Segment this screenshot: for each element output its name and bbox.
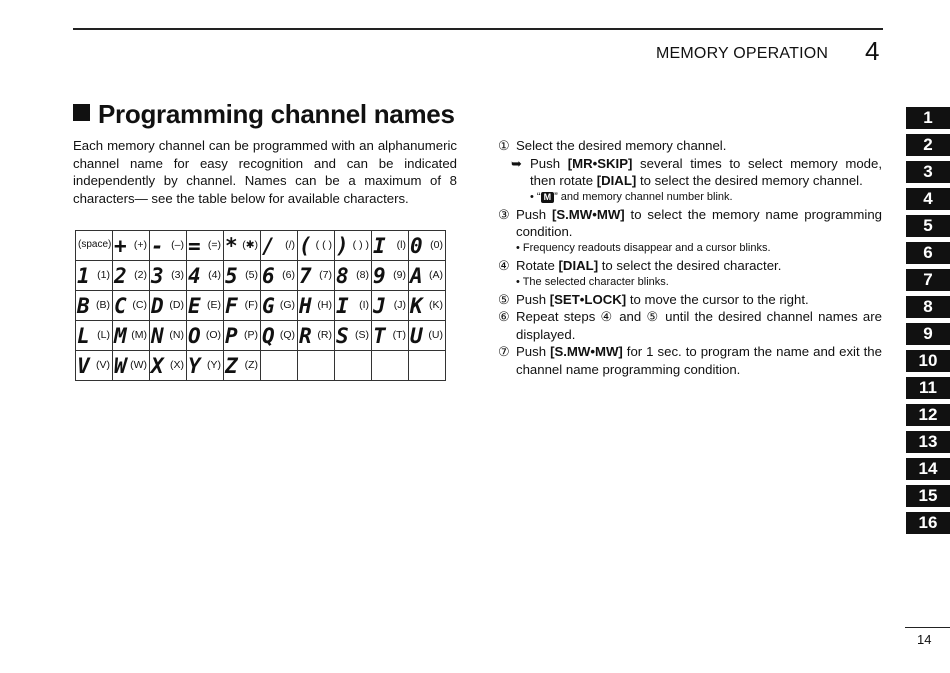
step-number: ①: [498, 138, 510, 153]
text: to move the cursor to the right.: [626, 291, 809, 307]
char-cell: [113, 321, 150, 351]
step-3: [498, 206, 882, 241]
char-cell-content: [298, 291, 334, 320]
char-glyph: L: [77, 324, 89, 348]
char-glyph: 5: [225, 264, 237, 288]
char-glyph: A: [410, 264, 422, 288]
char-cell-content: [76, 321, 112, 350]
memory-badge-icon: M: [541, 192, 555, 203]
char-cell: [261, 231, 298, 261]
chapter-tab-10[interactable]: 10: [906, 350, 950, 372]
char-cell: [187, 231, 224, 261]
char-label: (D): [169, 299, 184, 311]
step-4: [498, 257, 882, 275]
char-label: (+): [133, 239, 147, 251]
char-cell-content: [335, 291, 371, 320]
char-cell-content: [298, 231, 334, 260]
char-cell: [113, 351, 150, 381]
char-cell-content: [224, 291, 260, 320]
chapter-tab-13[interactable]: 13: [906, 431, 950, 453]
step-text: Select the desired memory channel.: [516, 138, 727, 153]
char-cell: [150, 231, 187, 261]
char-cell: [372, 261, 409, 291]
char-label: (Q): [279, 329, 295, 341]
header-rule: [73, 28, 883, 30]
key-label: [DIAL]: [558, 257, 599, 273]
char-glyph: I: [336, 294, 348, 318]
char-glyph: *: [225, 234, 237, 258]
char-cell: [224, 351, 261, 381]
char-cell: [261, 321, 298, 351]
text: to select the desired character.: [598, 257, 782, 273]
step-1-substep: [498, 155, 882, 190]
char-cell: [187, 291, 224, 321]
char-cell-content: [150, 291, 186, 320]
chapter-tab-2[interactable]: 2: [906, 134, 950, 156]
char-cell: [261, 261, 298, 291]
char-glyph: -: [151, 234, 163, 258]
chapter-tab-14[interactable]: 14: [906, 458, 950, 480]
char-cell-content: [298, 321, 334, 350]
char-cell: [409, 351, 446, 381]
char-cell-content: [150, 261, 186, 290]
chapter-tab-4[interactable]: 4: [906, 188, 950, 210]
char-label: (1): [97, 269, 110, 281]
char-label: (L): [97, 329, 110, 341]
char-cell-content: [261, 351, 297, 380]
square-bullet-icon: [73, 104, 90, 121]
char-label: (U): [428, 329, 443, 341]
text: to select the memory name programming condition.: [516, 206, 882, 240]
char-glyph: Y: [188, 354, 200, 378]
char-cell: [335, 321, 372, 351]
char-table-row: [76, 321, 446, 351]
char-cell-content: [261, 321, 297, 350]
intro-paragraph: Each memory channel can be programmed with an alphanumeric channel name for easy recognition and can be indicated independently by channel. Names can be a maximum of 8 characters— see the table below for available characters.: [73, 138, 457, 207]
key-label: [SET•LOCK]: [549, 291, 627, 307]
char-cell: [298, 261, 335, 291]
char-cell: [76, 231, 113, 261]
text: Push: [516, 344, 551, 360]
step-number: ③: [498, 206, 510, 222]
step-number: ⑤: [498, 291, 510, 307]
char-label: (3): [171, 269, 184, 281]
step-number: ④: [498, 257, 510, 273]
step-1: [498, 137, 882, 155]
char-cell-content: [335, 351, 371, 380]
char-cell: [76, 261, 113, 291]
text: Push: [530, 155, 568, 171]
key-label: [MR•SKIP]: [567, 155, 633, 171]
char-glyph: =: [188, 234, 200, 258]
char-glyph: G: [262, 294, 274, 318]
chapter-tab-15[interactable]: 15: [906, 485, 950, 507]
char-cell-content: [409, 291, 445, 320]
char-cell-content: [113, 231, 149, 260]
step-text: Repeat steps ④ and ⑤ until the desired channel names are displayed.: [516, 309, 882, 342]
char-cell: [372, 321, 409, 351]
chapter-title: MEMORY OPERATION: [656, 45, 829, 62]
char-cell: [224, 291, 261, 321]
char-cell-content: [298, 351, 334, 380]
char-cell: [150, 351, 187, 381]
char-label: (space): [78, 239, 112, 250]
char-cell-content: [409, 351, 445, 380]
char-cell-content: [224, 351, 260, 380]
char-glyph: X: [151, 354, 163, 378]
char-cell: [224, 231, 261, 261]
char-label: (P): [244, 329, 258, 341]
chapter-tab-3[interactable]: 3: [906, 161, 950, 183]
char-cell-content: [150, 351, 186, 380]
char-table-row: [76, 261, 446, 291]
char-cell: [187, 321, 224, 351]
step-7: [498, 343, 882, 378]
char-cell-content: [409, 321, 445, 350]
key-label: [S.MW•MW]: [550, 344, 623, 360]
char-glyph: V: [77, 354, 89, 378]
char-label: (K): [429, 299, 443, 311]
char-label: (O): [205, 329, 221, 341]
footer-rule: [905, 627, 950, 628]
char-cell-content: [409, 231, 445, 260]
char-glyph: I: [373, 234, 385, 258]
char-cell: [113, 261, 150, 291]
char-glyph: 1: [77, 264, 89, 288]
char-cell-content: [372, 291, 408, 320]
char-table-row: [76, 351, 446, 381]
char-glyph: 7: [299, 264, 311, 288]
char-label: (0): [430, 239, 443, 251]
char-glyph: F: [225, 294, 237, 318]
char-glyph: B: [77, 294, 89, 318]
char-cell-content: [150, 231, 186, 260]
char-glyph: 4: [188, 264, 200, 288]
char-glyph: P: [225, 324, 237, 348]
char-cell: [409, 261, 446, 291]
char-label: (✱): [242, 239, 258, 251]
char-label: (=): [207, 239, 221, 251]
char-label: (/): [285, 239, 295, 251]
char-cell-content: [224, 231, 260, 260]
step-6: [498, 308, 882, 343]
char-cell: [224, 261, 261, 291]
char-label: (F): [244, 299, 258, 311]
char-glyph: /: [262, 234, 274, 258]
char-cell: [335, 261, 372, 291]
char-label: (7): [319, 269, 332, 281]
char-cell-content: [335, 261, 371, 290]
chapter-tab-5[interactable]: 5: [906, 215, 950, 237]
char-cell-content: [409, 261, 445, 290]
char-glyph: 2: [114, 264, 126, 288]
char-label: (4): [208, 269, 221, 281]
char-cell-content: [187, 261, 223, 290]
char-cell-content: [224, 261, 260, 290]
char-cell: [113, 231, 150, 261]
key-label: [S.MW•MW]: [551, 206, 625, 222]
char-cell: [372, 351, 409, 381]
char-cell: [335, 351, 372, 381]
char-cell-content: [261, 261, 297, 290]
section-title-text: Programming channel names: [98, 99, 455, 129]
char-cell: [409, 321, 446, 351]
text: Push: [516, 291, 550, 307]
char-label: (2): [134, 269, 147, 281]
char-glyph: Q: [262, 324, 274, 348]
char-label: (N): [169, 329, 184, 341]
char-label: ( ( ): [315, 239, 332, 251]
char-cell-content: [224, 321, 260, 350]
char-label: (Y): [207, 359, 221, 371]
char-label: ( ) ): [352, 239, 369, 251]
char-label: (–): [171, 239, 184, 251]
char-cell: [298, 321, 335, 351]
chapter-tabs: [906, 107, 950, 539]
char-cell: [150, 321, 187, 351]
char-cell: [372, 291, 409, 321]
char-glyph: 0: [410, 234, 422, 258]
char-cell: [261, 291, 298, 321]
chapter-number: 4: [865, 36, 880, 66]
char-cell: [372, 231, 409, 261]
chapter-tab-12[interactable]: 12: [906, 404, 950, 426]
text: • “: [530, 190, 541, 203]
text: ” and memory channel number blink.: [554, 190, 733, 203]
char-label: (H): [317, 299, 332, 311]
char-glyph: C: [114, 294, 126, 318]
step-5: [498, 291, 882, 309]
char-cell-content: [372, 321, 408, 350]
char-label: (S): [355, 329, 369, 341]
text: several times to select memory mode, then rotate: [530, 155, 882, 189]
char-glyph: M: [114, 324, 126, 348]
char-cell-content: [113, 261, 149, 290]
char-cell: [409, 291, 446, 321]
char-cell-content: [298, 261, 334, 290]
chapter-tab-11[interactable]: 11: [906, 377, 950, 399]
char-cell-content: [76, 261, 112, 290]
character-table: [75, 230, 446, 381]
chapter-tab-1[interactable]: 1: [906, 107, 950, 129]
char-glyph: 8: [336, 264, 348, 288]
char-cell-content: [76, 291, 112, 320]
char-glyph: S: [336, 324, 348, 348]
char-label: (E): [207, 299, 221, 311]
char-glyph: E: [188, 294, 200, 318]
char-glyph: O: [188, 324, 200, 348]
key-label: [DIAL]: [596, 173, 637, 189]
char-glyph: J: [373, 294, 385, 318]
step-3-note: • Frequency readouts disappear and a cursor blinks.: [516, 241, 771, 254]
char-glyph: (: [299, 234, 311, 258]
char-cell: [187, 351, 224, 381]
step-number: ⑥: [498, 309, 510, 325]
char-cell: [298, 291, 335, 321]
char-cell: [261, 351, 298, 381]
char-glyph: +: [114, 234, 126, 258]
instruction-steps: [498, 137, 882, 379]
char-glyph: 3: [151, 264, 163, 288]
char-cell-content: [372, 351, 408, 380]
step-number: ⑦: [498, 344, 510, 360]
char-label: (T): [392, 329, 406, 341]
char-glyph: R: [299, 324, 311, 348]
char-label: (R): [317, 329, 332, 341]
char-label: (6): [282, 269, 295, 281]
text: Rotate: [516, 257, 559, 273]
step-4-note: • The selected character blinks.: [516, 275, 669, 288]
page-number: 14: [917, 632, 932, 647]
char-label: (M): [131, 329, 147, 341]
char-label: (C): [132, 299, 147, 311]
char-glyph: U: [410, 324, 422, 348]
char-glyph: T: [373, 324, 385, 348]
char-glyph: N: [151, 324, 163, 348]
char-glyph: Z: [225, 354, 237, 378]
text: Push: [516, 206, 552, 222]
char-cell-content: [372, 261, 408, 290]
char-glyph: K: [410, 294, 422, 318]
char-cell: [150, 291, 187, 321]
char-label: (5): [245, 269, 258, 281]
char-cell: [76, 351, 113, 381]
char-cell-content: [150, 321, 186, 350]
char-glyph: D: [151, 294, 163, 318]
char-label: (G): [279, 299, 295, 311]
char-label: (W): [130, 359, 147, 371]
char-cell: [409, 231, 446, 261]
char-cell: [113, 291, 150, 321]
char-cell-content: [187, 291, 223, 320]
step-1-note: [498, 190, 882, 205]
char-label: (Z): [244, 359, 258, 371]
char-label: (V): [96, 359, 110, 371]
char-cell-content: [76, 231, 112, 260]
char-cell-content: [335, 231, 371, 260]
char-label: (I): [359, 299, 369, 311]
char-label: (X): [170, 359, 184, 371]
char-label: (8): [356, 269, 369, 281]
chapter-tab-8[interactable]: 8: [906, 296, 950, 318]
char-label: (J): [393, 299, 406, 311]
char-cell: [187, 261, 224, 291]
char-cell: [76, 291, 113, 321]
char-cell: [76, 321, 113, 351]
char-cell-content: [187, 231, 223, 260]
char-cell-content: [335, 321, 371, 350]
text: for 1 sec. to program the name and exit the channel name programming condition.: [516, 344, 882, 377]
chapter-tab-16[interactable]: 16: [906, 512, 950, 534]
char-glyph: 6: [262, 264, 274, 288]
char-cell: [150, 261, 187, 291]
char-cell: [298, 351, 335, 381]
char-cell-content: [113, 321, 149, 350]
char-cell-content: [187, 321, 223, 350]
char-table-row: [76, 291, 446, 321]
char-glyph: 9: [373, 264, 385, 288]
char-cell-content: [261, 231, 297, 260]
char-cell: [335, 291, 372, 321]
arrow-icon: ➥: [511, 155, 523, 171]
char-glyph: H: [299, 294, 311, 318]
char-cell-content: [261, 291, 297, 320]
char-cell-content: [113, 351, 149, 380]
char-cell: [298, 231, 335, 261]
char-cell-content: [372, 231, 408, 260]
char-label: (9): [393, 269, 406, 281]
chapter-tab-9[interactable]: 9: [906, 323, 950, 345]
text: to select the desired memory channel.: [636, 173, 863, 189]
char-label: (A): [429, 269, 443, 281]
char-label: (l): [396, 239, 406, 251]
char-cell: [224, 321, 261, 351]
chapter-tab-7[interactable]: 7: [906, 269, 950, 291]
char-cell: [335, 231, 372, 261]
section-title: [73, 99, 455, 130]
chapter-tab-6[interactable]: 6: [906, 242, 950, 264]
char-table-row: [76, 231, 446, 261]
char-cell-content: [113, 291, 149, 320]
char-cell-content: [76, 351, 112, 380]
char-label: (B): [96, 299, 110, 311]
char-cell-content: [187, 351, 223, 380]
char-glyph: W: [114, 354, 126, 378]
char-glyph: ): [336, 234, 348, 258]
